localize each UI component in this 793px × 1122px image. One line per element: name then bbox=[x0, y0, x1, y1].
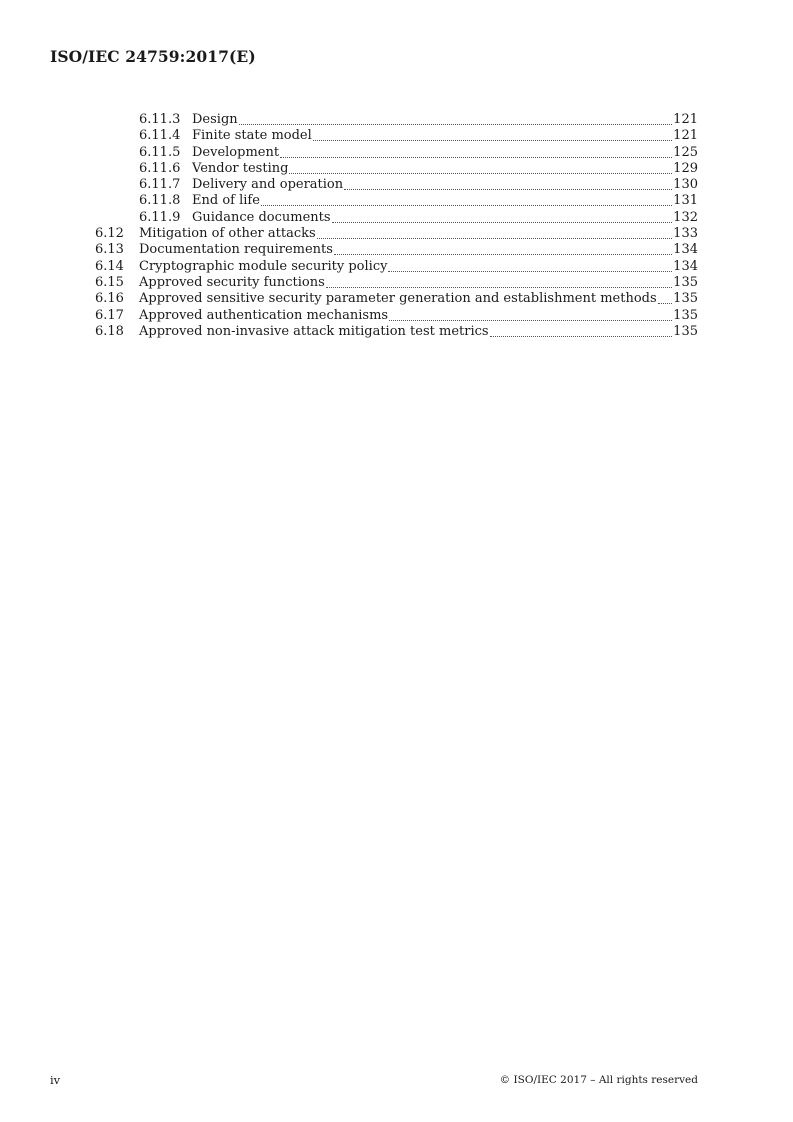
toc-entry-page: 133 bbox=[673, 226, 698, 242]
document-id-header: ISO/IEC 24759:2017(E) bbox=[50, 47, 256, 66]
toc-entry-page: 134 bbox=[673, 242, 698, 258]
toc-entry-page: 132 bbox=[673, 209, 698, 225]
toc-entry-number: 6.17 bbox=[95, 307, 124, 323]
toc-entry-title: Mitigation of other attacks bbox=[139, 226, 316, 242]
toc-entry-title: Documentation requirements bbox=[139, 242, 333, 258]
toc-leader-dots bbox=[388, 259, 672, 272]
toc-leader-dots bbox=[490, 324, 673, 337]
toc-entry-number: 6.11.8 bbox=[139, 193, 181, 209]
table-of-contents bbox=[0, 112, 793, 340]
toc-entry-page: 131 bbox=[673, 193, 698, 209]
toc-entry-title: End of life bbox=[192, 193, 260, 209]
toc-entry-6-11-4[interactable] bbox=[0, 128, 793, 144]
toc-leader-dots bbox=[289, 161, 672, 174]
toc-leader-dots bbox=[334, 242, 672, 255]
toc-entry-6-14[interactable] bbox=[0, 259, 793, 275]
toc-entry-title: Finite state model bbox=[192, 128, 312, 144]
toc-entry-page: 121 bbox=[673, 112, 698, 127]
toc-entry-title: Approved non-invasive attack mitigation test metrics bbox=[139, 323, 489, 339]
toc-leader-dots bbox=[313, 128, 672, 141]
toc-entry-number: 6.18 bbox=[95, 323, 124, 339]
toc-entry-number: 6.11.3 bbox=[139, 112, 181, 127]
toc-entry-title: Approved sensitive security parameter generation and establishment methods bbox=[139, 291, 657, 307]
toc-entry-title: Vendor testing bbox=[192, 160, 289, 176]
toc-entry-title: Guidance documents bbox=[192, 209, 331, 225]
toc-entry-number: 6.11.6 bbox=[139, 160, 181, 176]
toc-entry-page: 130 bbox=[673, 177, 698, 193]
toc-entry-6-11-6[interactable] bbox=[0, 161, 793, 177]
toc-entry-title: Approved authentication mechanisms bbox=[139, 307, 389, 323]
toc-entry-title: Approved security functions bbox=[139, 274, 325, 290]
toc-entry-number: 6.11.5 bbox=[139, 144, 181, 160]
toc-entry-6-11-7[interactable] bbox=[0, 177, 793, 193]
toc-entry-page: 135 bbox=[673, 307, 698, 323]
toc-entry-page: 121 bbox=[673, 128, 698, 144]
toc-entry-number: 6.11.4 bbox=[139, 128, 181, 144]
toc-entry-page: 125 bbox=[673, 144, 698, 160]
toc-leader-dots bbox=[261, 193, 672, 206]
toc-leader-dots bbox=[326, 275, 672, 288]
toc-entry-number: 6.12 bbox=[95, 226, 124, 242]
toc-entry-6-11-3[interactable] bbox=[0, 112, 793, 128]
toc-entry-6-16[interactable] bbox=[0, 291, 793, 307]
toc-entry-6-11-8[interactable] bbox=[0, 193, 793, 209]
toc-leader-dots bbox=[317, 226, 673, 239]
toc-entry-title: Development bbox=[192, 144, 280, 160]
toc-leader-dots bbox=[389, 308, 672, 321]
toc-entry-number: 6.11.7 bbox=[139, 177, 181, 193]
copyright-notice: © ISO/IEC 2017 – All rights reserved bbox=[499, 1074, 698, 1086]
toc-entry-6-11-5[interactable] bbox=[0, 145, 793, 161]
toc-entry-6-18[interactable] bbox=[0, 324, 793, 340]
toc-entry-number: 6.16 bbox=[95, 291, 124, 307]
toc-leader-dots bbox=[280, 145, 672, 158]
toc-leader-dots bbox=[658, 291, 673, 304]
toc-entry-page: 129 bbox=[673, 160, 698, 176]
toc-entry-title: Delivery and operation bbox=[192, 177, 344, 193]
toc-entry-number: 6.14 bbox=[95, 258, 124, 274]
toc-entry-page: 134 bbox=[673, 258, 698, 274]
toc-entry-number: 6.15 bbox=[95, 274, 124, 290]
toc-leader-dots bbox=[239, 112, 673, 125]
toc-entry-6-15[interactable] bbox=[0, 275, 793, 291]
toc-leader-dots bbox=[332, 210, 673, 223]
toc-entry-number: 6.11.9 bbox=[139, 209, 181, 225]
toc-entry-page: 135 bbox=[673, 323, 698, 339]
toc-entry-page: 135 bbox=[673, 274, 698, 290]
toc-entry-page: 135 bbox=[673, 291, 698, 307]
toc-entry-number: 6.13 bbox=[95, 242, 124, 258]
toc-leader-dots bbox=[344, 177, 672, 190]
toc-entry-6-12[interactable] bbox=[0, 226, 793, 242]
toc-entry-6-13[interactable] bbox=[0, 242, 793, 258]
toc-entry-6-17[interactable] bbox=[0, 308, 793, 324]
toc-entry-title: Design bbox=[192, 112, 238, 127]
page-number: iv bbox=[50, 1073, 61, 1087]
toc-entry-title: Cryptographic module security policy bbox=[139, 258, 388, 274]
toc-entry-6-11-9[interactable] bbox=[0, 210, 793, 226]
